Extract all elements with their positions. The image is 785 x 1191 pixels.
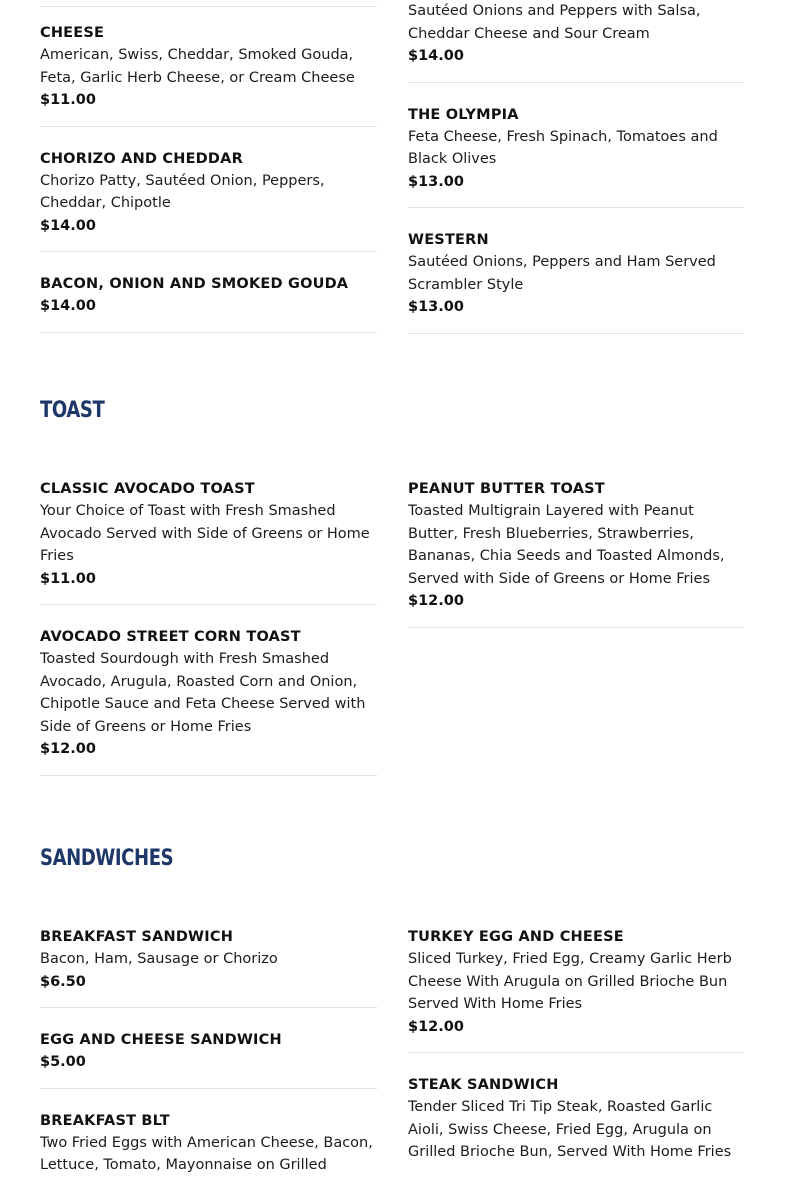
item-price: $5.00 xyxy=(40,1054,86,1070)
menu-item xyxy=(40,1110,377,1191)
item-price: $13.00 xyxy=(408,173,464,190)
menu-item xyxy=(40,1029,377,1089)
item-name: CHEESE xyxy=(40,25,105,41)
toast-right-column xyxy=(408,478,744,628)
item-description: Sliced Turkey, Fried Egg, Creamy Garlic Herb Cheese With Arugula on Grilled Brioche Bun Served With Home Fries xyxy=(408,951,732,1012)
item-price: $14.00 xyxy=(408,48,464,64)
item-description: Toasted Sourdough with Fresh Smashed Avocado, Arugula, Roasted Corn and Onion, Chipotle Sauce and Feta Cheese Served with Side of Greens or Home Fries xyxy=(40,651,366,735)
menu-item xyxy=(40,478,377,605)
item-name: WESTERN xyxy=(408,232,489,248)
item-description: Toasted Multigrain Layered with Peanut Butter, Fresh Blueberries, Strawberries, Bananas, Chia Seeds and Toasted Almonds, Served with Side of Greens or Home Fries xyxy=(408,503,725,587)
section-title-toast: TOAST xyxy=(40,398,105,423)
item-name: PEANUT BUTTER TOAST xyxy=(408,481,605,497)
item-price: $11.00 xyxy=(40,92,96,108)
menu-item xyxy=(408,229,744,334)
item-price: $14.00 xyxy=(40,217,96,234)
sandwiches-right-column xyxy=(408,926,744,1178)
menu-item xyxy=(408,0,744,83)
item-description: Your Choice of Toast with Fresh Smashed Avocado Served with Side of Greens or Home Fries xyxy=(40,503,370,564)
item-name: THE OLYMPIA xyxy=(408,106,519,123)
section-title-sandwiches: SANDWICHES xyxy=(40,846,174,871)
item-name: TURKEY EGG AND CHEESE xyxy=(408,929,624,945)
item-price: $12.00 xyxy=(40,741,96,757)
item-name: CLASSIC AVOCADO TOAST xyxy=(40,481,255,497)
item-description: Bacon, Ham, Sausage or Chorizo xyxy=(40,951,278,967)
item-description: Two Fried Eggs with American Cheese, Bacon, Lettuce, Tomato, Mayonnaise on Grilled xyxy=(40,1134,373,1173)
item-price: $12.00 xyxy=(408,593,464,609)
item-price: $14.00 xyxy=(40,298,96,314)
menu-item xyxy=(40,926,377,1008)
item-price: $12.00 xyxy=(408,1018,464,1035)
menu-item xyxy=(408,104,744,209)
item-description: Tender Sliced Tri Tip Steak, Roasted Garlic Aioli, Swiss Cheese, Fried Egg, Arugula on Grilled Brioche Bun, Served With Home Fries xyxy=(408,1099,732,1160)
item-price: $6.50 xyxy=(40,973,86,990)
item-name: AVOCADO STREET CORN TOAST xyxy=(40,629,301,645)
item-name: BREAKFAST SANDWICH xyxy=(40,929,234,945)
item-price: $13.00 xyxy=(408,299,464,315)
menu-item xyxy=(408,926,744,1053)
toast-left-column xyxy=(40,478,377,776)
item-name: BREAKFAST BLT xyxy=(40,1112,170,1129)
omelets-left-column xyxy=(40,22,377,333)
menu-item xyxy=(40,273,377,333)
menu-item xyxy=(408,1074,744,1178)
divider xyxy=(40,6,377,7)
menu-item xyxy=(40,148,377,253)
item-price: $11.00 xyxy=(40,570,96,587)
item-description: Sautéed Onions, Peppers and Ham Served Scrambler Style xyxy=(408,254,716,293)
item-description: Sautéed Onions and Peppers with Salsa, Cheddar Cheese and Sour Cream xyxy=(408,3,701,42)
menu-item xyxy=(40,22,377,127)
menu-item xyxy=(40,626,377,776)
sandwiches-left-column xyxy=(40,926,377,1191)
item-name: CHORIZO AND CHEDDAR xyxy=(40,150,243,167)
item-description: American, Swiss, Cheddar, Smoked Gouda, Feta, Garlic Herb Cheese, or Cream Cheese xyxy=(40,47,355,86)
item-name: BACON, ONION AND SMOKED GOUDA xyxy=(40,276,349,292)
menu-item xyxy=(408,478,744,628)
item-description: Feta Cheese, Fresh Spinach, Tomatoes and Black Olives xyxy=(408,128,718,167)
item-name: STEAK SANDWICH xyxy=(408,1077,559,1093)
item-name: EGG AND CHEESE SANDWICH xyxy=(40,1032,282,1048)
item-description: Chorizo Patty, Sautéed Onion, Peppers, Cheddar, Chipotle xyxy=(40,172,325,211)
omelets-right-column xyxy=(408,0,744,334)
